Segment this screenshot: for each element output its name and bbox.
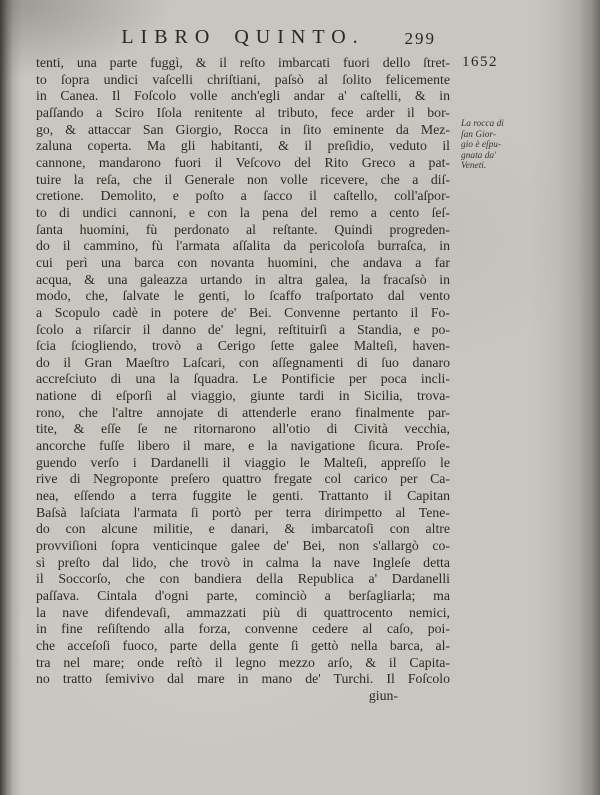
text-line: ſcia ſciogliendo, trovò a Cerigo ſette galee Malteſi, haven- xyxy=(36,338,450,354)
text-line: tra nel mare; onde reſtò il legno mezzo arſo, & il Capita- xyxy=(36,654,450,670)
text-line: nea, eſſendo a terra fuggite le genti. Trattanto il Capitan xyxy=(36,488,450,504)
body-text xyxy=(36,55,450,705)
text-line: do il cammino, fù l'armata aſſalita da pericoloſa burraſca, in xyxy=(36,238,450,254)
catchword: giun- xyxy=(368,687,398,703)
text-line: guendo verſo i Dardanelli il viaggio le Malteſi, appreſſo le xyxy=(36,454,450,470)
text-line: rono, che l'altre annojate di attenderle erano finalmente par- xyxy=(36,404,450,420)
text-line: cretione. Demolito, e poſto a ſacco il caſtello, coll'aſpor- xyxy=(36,188,450,204)
text-line: modo, che, ſalvate le genti, lo ſcaffo traſportato dal vento xyxy=(36,288,450,304)
margin-year: 1652 xyxy=(462,54,498,70)
text-line: Baſsà laſciata l'armata ſi portò per terra dirimpetto al Tene- xyxy=(36,504,450,520)
margin-note-line: Veneti. xyxy=(461,161,487,172)
text-line: to ſopra undici vaſcelli chriſtiani, paſsò al ſolito felicemente xyxy=(36,71,450,87)
text-line: ancorche fuſſe libero il mare, e la navigatione ſicura. Proſe- xyxy=(36,438,450,454)
text-line: no tratto ſemivivo dal mare in mano de' Turchi. Il Foſcolo xyxy=(36,671,450,687)
text-line: ſanta huomini, fù perdonato al reſtante. Quindi progreden- xyxy=(36,221,450,237)
text-line: tenti, una parte fuggì, & il reſto imbarcati fuori dello ſtret- xyxy=(36,55,450,70)
text-line: la nave difendevaſi, ammazzati più di quattrocento nemici, xyxy=(36,604,450,620)
margin-note xyxy=(461,119,521,172)
text-line: in Canea. Il Foſcolo volle anch'egli andar a' caſtelli, & in xyxy=(36,88,450,104)
text-line: provviſioni ſopra venticinque galee de' Bei, non s'allargò co- xyxy=(36,538,450,554)
running-header-title: LIBRO QUINTO. xyxy=(121,26,365,48)
margin-note-line: ſan Gior- xyxy=(461,129,496,140)
text-line: a Scopulo cadè in potere de' Bei. Convenne pertanto il Fo- xyxy=(36,304,450,320)
text-line: tite, & eſſe ſe ne ritornarono all'otio di Cività vecchia, xyxy=(36,421,450,437)
text-line: ſcolo a riſarcir il danno de' legni, reſtituirſi a Standia, e po- xyxy=(36,321,450,337)
text-line: sì preſto dal lido, che trovò in calma la nave Ingleſe detta xyxy=(36,554,450,570)
text-line: rive di Negroponte preſero quattro fregate col carico per Ca- xyxy=(36,471,450,487)
text-line: in fine reſiſtendo alla forza, convenne cedere al caſo, poi- xyxy=(36,621,450,637)
page-number: 299 xyxy=(404,29,436,48)
text-line: che acceſoſi fuoco, parte della gente ſi gettò nella barca, al- xyxy=(36,637,450,653)
margin-note-line: La rocca di xyxy=(461,119,504,129)
text-line: paſſando a Sciro Iſola renitente al tributo, fece arder il bor- xyxy=(36,104,450,120)
text-line: natione di eſporſi al viaggio, giunte tardi in Sicilia, trova- xyxy=(36,388,450,404)
text-line: go, & attaccar San Giorgio, Rocca in ſito eminente da Mez- xyxy=(36,121,450,137)
text-line: cannone, mandarono fuori il Veſcovo del Rito Greco a pat- xyxy=(36,154,450,170)
text-line: accreſciuto di una la ſquadra. Le Pontificie per poca incli- xyxy=(36,371,450,387)
margin-note-line: gnata da' xyxy=(461,150,497,161)
text-line: zaluna coperta. Ma gli habitanti, & il preſidio, veduto il xyxy=(36,138,450,154)
text-line: tuire la reſa, che il Generale non volle ricevere, che a diſ- xyxy=(36,171,450,187)
text-line: acqua, & una galeazza urtando in altra galea, la fracaſsò in xyxy=(36,271,450,287)
text-line: do con alcune militie, e danari, & imbarcatoſi con altre xyxy=(36,521,450,537)
running-header xyxy=(36,26,450,52)
text-line: il Soccorſo, che con bandiera della Republica a' Dardanelli xyxy=(36,571,450,587)
text-line: do il Gran Maeſtro Laſcari, con aſſegnamenti di ſuo danaro xyxy=(36,354,450,370)
margin-note-line: gio è eſpu- xyxy=(461,140,502,151)
text-line: paſſava. Cintala d'ogni parte, cominciò a berſagliarla; ma xyxy=(36,588,450,603)
text-line: to di undici cannoni, e con la pena del remo a cento ſeſ- xyxy=(36,204,450,220)
text-line: cui perì una barca con novanta huomini, che andava a far xyxy=(36,254,450,270)
